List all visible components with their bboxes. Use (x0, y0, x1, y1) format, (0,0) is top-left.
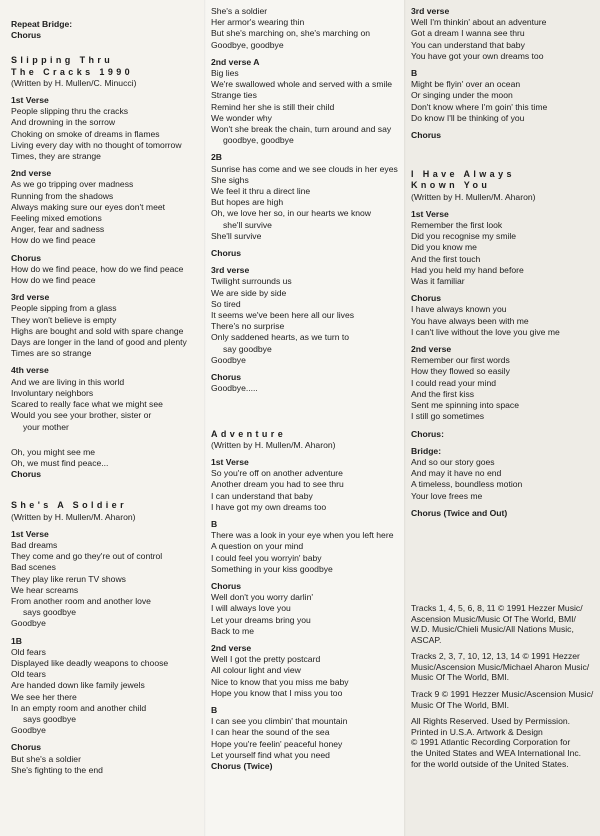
lyric-line: They won't believe is empty (11, 314, 117, 325)
lyric-line: And the first kiss (411, 388, 475, 399)
credit-line: © 1991 Atlantic Recording Corporation for (411, 737, 571, 748)
song-title: I Have Always (411, 169, 515, 180)
lyric-line: Strange ties (211, 90, 257, 101)
section-heading: Chorus (411, 130, 442, 141)
credit-line: Music Of The World, BMI. (411, 699, 510, 710)
lyric-line: Hope you're feelin' peaceful honey (211, 738, 343, 749)
lyric-line: And the first touch (411, 253, 481, 264)
lyric-line: She sighs (211, 174, 249, 185)
lyric-line: I can see you climbin' that mountain (211, 716, 348, 727)
section-heading: Chorus (211, 248, 242, 259)
lyric-line: She's a soldier (211, 6, 268, 16)
lyric-line: How do we find peace, how do we find peace (11, 263, 184, 274)
lyric-line: Won't she break the chain, turn around and say (211, 124, 392, 135)
spacer (211, 409, 401, 423)
lyric-line: Oh, we love her so, in our hearts we know (211, 208, 372, 219)
lyric-line: How do we find peace (11, 235, 96, 246)
section-heading: 2nd verse A (211, 56, 260, 67)
lyric-line: A question on your mind (211, 541, 304, 552)
section-heading: 3rd verse (11, 292, 50, 303)
lyric-line: goodbye, goodbye (223, 135, 294, 146)
lyric-line: Something in your kiss goodbye (211, 563, 333, 574)
lyric-line: Oh, you might see me (11, 446, 96, 457)
spacer (411, 589, 596, 603)
spacer (411, 533, 596, 547)
lyric-line: All colour light and view (211, 665, 301, 676)
lyric-line: They play like rerun TV shows (11, 573, 126, 584)
lyric-line: says goodbye (23, 607, 77, 618)
lyric-line: Old fears (11, 646, 46, 657)
lyric-line: Anger, fear and sadness (11, 224, 105, 235)
lyric-line: How do we find peace (11, 275, 96, 286)
song-title: Known You (411, 180, 491, 191)
lyric-line: Would you see your brother, sister or (11, 410, 152, 421)
lyric-line: I can't live without the love you give me (411, 326, 560, 337)
spacer (411, 547, 596, 561)
section-heading: Chorus (211, 372, 242, 383)
lyric-line: Highs are bought and sold with spare change (11, 325, 184, 336)
lyric-line: And drowning in the sorrow (11, 117, 116, 128)
lyric-line: Did you know me (411, 242, 477, 253)
lyric-line: Back to me (211, 625, 254, 636)
lyric-line: We're swallowed whole and served with a smile (211, 79, 393, 90)
lyric-line: I have always known you (411, 304, 507, 315)
lyric-line: Sent me spinning into space (411, 400, 519, 411)
lyric-line: Got a dream I wanna see thru (411, 28, 525, 39)
lyric-line: It seems we've been here all our lives (211, 310, 355, 321)
lyric-line: So tired (211, 298, 241, 309)
lyric-line: And so our story goes (411, 456, 495, 467)
credit-line: the United States and WEA International Inc. (411, 748, 582, 759)
lyric-line: We see her there (11, 691, 77, 702)
lyric-line: Remember our first words (411, 355, 510, 366)
lyric-line: Bad dreams (11, 539, 58, 550)
lyric-line: From another room and another love (11, 595, 151, 606)
section-heading: Chorus (211, 580, 242, 591)
song-title: She's A Soldier (11, 500, 127, 511)
lyric-line: Might be flyin' over an ocean (411, 79, 521, 90)
lyric-line: Remember the first look (411, 220, 503, 231)
spacer (11, 433, 201, 447)
lyric-line: But she's marching on, she's marching on (211, 28, 371, 39)
lyric-line: says goodbye (23, 713, 77, 724)
lyric-line: You have got your own dreams too (411, 50, 544, 61)
lyric-line: Days are longer in the land of good and plenty (11, 337, 187, 348)
lyric-line: Your love frees me (411, 490, 483, 501)
lyric-line: I could read your mind (411, 377, 497, 388)
spacer (11, 480, 201, 494)
credit-line: Music/Ascension Music/Michael Aharon Music/ (411, 661, 590, 672)
lyric-line: Let yourself find what you need (211, 749, 330, 760)
lyrics-column-3 (411, 6, 596, 769)
lyric-line: We feel it thru a direct line (211, 186, 311, 197)
lyric-line: Another dream you had to see thru (211, 479, 344, 490)
lyric-line: Bad scenes (11, 562, 56, 573)
lyric-line: Hope you know that I miss you too (211, 687, 343, 698)
section-heading: B (211, 518, 218, 529)
section-heading: 2B (211, 152, 222, 163)
section-heading: Chorus (Twice) (211, 760, 273, 771)
section-heading: 2nd verse (11, 168, 52, 179)
lyric-line: Feeling mixed emotions (11, 213, 102, 224)
credit-line: for the world outside of the United States. (411, 758, 569, 769)
section-heading: B (211, 704, 218, 715)
lyrics-column-2 (211, 6, 401, 772)
song-title: Slipping Thru (11, 55, 114, 66)
lyric-line: (Written by H. Mullen/C. Minucci) (11, 77, 137, 88)
section-heading: 3rd verse (411, 6, 450, 16)
lyric-line: As we go tripping over madness (11, 179, 134, 190)
lyric-line: She'll survive (211, 230, 262, 241)
lyric-line: Had you held my hand before (411, 264, 524, 275)
lyric-line: So you're off on another adventure (211, 468, 343, 479)
lyric-line: Well I got the pretty postcard (211, 654, 321, 665)
section-heading: Chorus (Twice and Out) (411, 507, 508, 518)
spacer (211, 395, 401, 409)
section-heading: Bridge: (411, 445, 442, 456)
section-heading: B (411, 68, 418, 79)
credit-line: Tracks 2, 3, 7, 10, 12, 13, 14 © 1991 Hezzer (411, 651, 580, 662)
credit-line: All Rights Reserved. Used by Permission. (411, 716, 571, 727)
lyric-line: Remind her she is still their child (211, 101, 335, 112)
lyric-line: Well I'm thinkin' about an adventure (411, 17, 547, 28)
section-heading: Chorus (411, 293, 442, 304)
lyric-line: Times, they are strange (11, 151, 101, 162)
section-heading: 3rd verse (211, 265, 250, 276)
lyric-line: Goodbye (11, 725, 46, 736)
lyric-line: We hear screams (11, 584, 79, 595)
lyric-line: say goodbye (223, 343, 272, 354)
lyric-line: I could feel you worryin' baby (211, 552, 322, 563)
section-heading: 1st Verse (11, 95, 49, 106)
lyric-line: Her armor's wearing thin (211, 17, 305, 28)
section-heading: Chorus: (411, 428, 444, 439)
credit-line: ASCAP. (411, 634, 442, 645)
credit-line: Ascension Music/Music Of The World, BMI/ (411, 613, 576, 624)
lyric-line: she'll survive (223, 219, 272, 230)
lyric-line: Are handed down like family jewels (11, 680, 145, 691)
lyric-line: (Written by H. Mullen/M. Aharon) (11, 511, 136, 522)
lyric-line: In an empty room and another child (11, 702, 147, 713)
song-title: The Cracks 1990 (11, 66, 134, 77)
lyric-line: Don't know where I'm goin' this time (411, 101, 548, 112)
credit-line: W.D. Music/Chieli Music/All Nations Music, (411, 624, 574, 635)
lyric-line: Involuntary neighbors (11, 387, 94, 398)
lyric-line: You have always been with me (411, 315, 529, 326)
lyric-line: Choking on smoke of dreams in flames (11, 128, 160, 139)
spacer (411, 519, 596, 533)
lyrics-column-1 (11, 19, 201, 776)
lyric-line: She's fighting to the end (11, 764, 103, 775)
lyric-line: Always making sure our eyes don't meet (11, 201, 166, 212)
section-heading: 4th verse (11, 365, 49, 376)
section-heading: Chorus (11, 252, 42, 263)
lyric-line: Goodbye (211, 354, 246, 365)
section-heading: 1st Verse (11, 528, 49, 539)
lyric-line: Well don't you worry darlin' (211, 592, 313, 603)
fold-crease (204, 0, 206, 836)
spacer (411, 575, 596, 589)
spacer (411, 155, 596, 169)
lyric-line: And may it have no end (411, 468, 502, 479)
section-heading: Chorus (11, 469, 42, 480)
lyric-line: We are side by side (211, 287, 287, 298)
section-heading: 2nd verse (411, 344, 452, 355)
fold-crease (404, 0, 406, 836)
section-heading: 1B (11, 635, 22, 646)
lyric-line: We wonder why (211, 112, 272, 123)
lyric-line: Scared to really face what we might see (11, 399, 163, 410)
spacer (11, 41, 201, 55)
lyric-line: People slipping thru the cracks (11, 106, 129, 117)
section-heading: Repeat Bridge: (11, 19, 73, 29)
lyric-line: Old tears (11, 669, 46, 680)
lyric-line: Nice to know that you miss me baby (211, 676, 349, 687)
credit-line: Tracks 1, 4, 5, 6, 8, 11 © 1991 Hezzer Music/ (411, 602, 583, 613)
lyric-line: Did you recognise my smile (411, 231, 517, 242)
lyric-line: And we are living in this world (11, 376, 125, 387)
lyric-line: There was a look in your eye when you left here (211, 530, 394, 541)
lyric-line: Or singing under the moon (411, 90, 513, 101)
lyric-line: Living every day with no thought of tomorrow (11, 139, 182, 150)
lyric-line: I have got my own dreams too (211, 501, 327, 512)
lyric-line: Times are so strange (11, 348, 92, 359)
lyric-line: Let your dreams bring you (211, 614, 311, 625)
lyric-line: A timeless, boundless motion (411, 479, 523, 490)
lyric-line: Do know I'll be thinking of you (411, 112, 525, 123)
lyric-line: your mother (23, 421, 69, 432)
lyric-line: I still go sometimes (411, 411, 485, 422)
lyric-line: (Written by H. Mullen/M. Aharon) (211, 439, 336, 450)
lyric-line: Running from the shadows (11, 190, 114, 201)
lyric-line: Displayed like deadly weapons to choose (11, 657, 169, 668)
section-heading: 1st Verse (211, 456, 249, 467)
lyric-line: Big lies (211, 68, 239, 79)
lyric-line: Oh, we must find peace... (11, 457, 109, 468)
section-heading: Chorus (11, 742, 42, 753)
lyric-line: Sunrise has come and we see clouds in her eyes (211, 163, 398, 174)
section-heading: 2nd verse (211, 642, 252, 653)
spacer (411, 141, 596, 155)
lyric-line: (Written by H. Mullen/M. Aharon) (411, 191, 536, 202)
song-title: Adventure (211, 428, 287, 439)
lyric-line: Goodbye, goodbye (211, 39, 284, 50)
lyric-line: Goodbye (11, 618, 46, 629)
lyric-line: Twilight surrounds us (211, 276, 292, 287)
lyric-line: I can understand that baby (211, 490, 313, 501)
lyric-line: But hopes are high (211, 197, 284, 208)
credit-line: Music Of The World, BMI. (411, 672, 510, 683)
lyric-line: There's no surprise (211, 321, 285, 332)
lyric-line: They come and go they're out of control (11, 551, 163, 562)
lyric-line: I will always love you (211, 603, 291, 614)
section-heading: 1st Verse (411, 208, 449, 219)
lyric-line: Was it familiar (411, 276, 465, 287)
section-heading: Chorus (11, 30, 42, 41)
lyric-line: Only saddened hearts, as we turn to (211, 332, 350, 343)
spacer (411, 561, 596, 575)
credit-line: Track 9 © 1991 Hezzer Music/Ascension Music/ (411, 689, 594, 700)
credit-line: Printed in U.S.A. Artwork & Design (411, 726, 543, 737)
lyric-line: But she's a soldier (11, 753, 81, 764)
lyric-line: You can understand that baby (411, 39, 525, 50)
lyric-line: I can hear the sound of the sea (211, 727, 330, 738)
lyric-line: Goodbye..... (211, 383, 258, 394)
lyric-line: How they flowed so easily (411, 366, 510, 377)
lyric-line: People sipping from a glass (11, 303, 117, 314)
